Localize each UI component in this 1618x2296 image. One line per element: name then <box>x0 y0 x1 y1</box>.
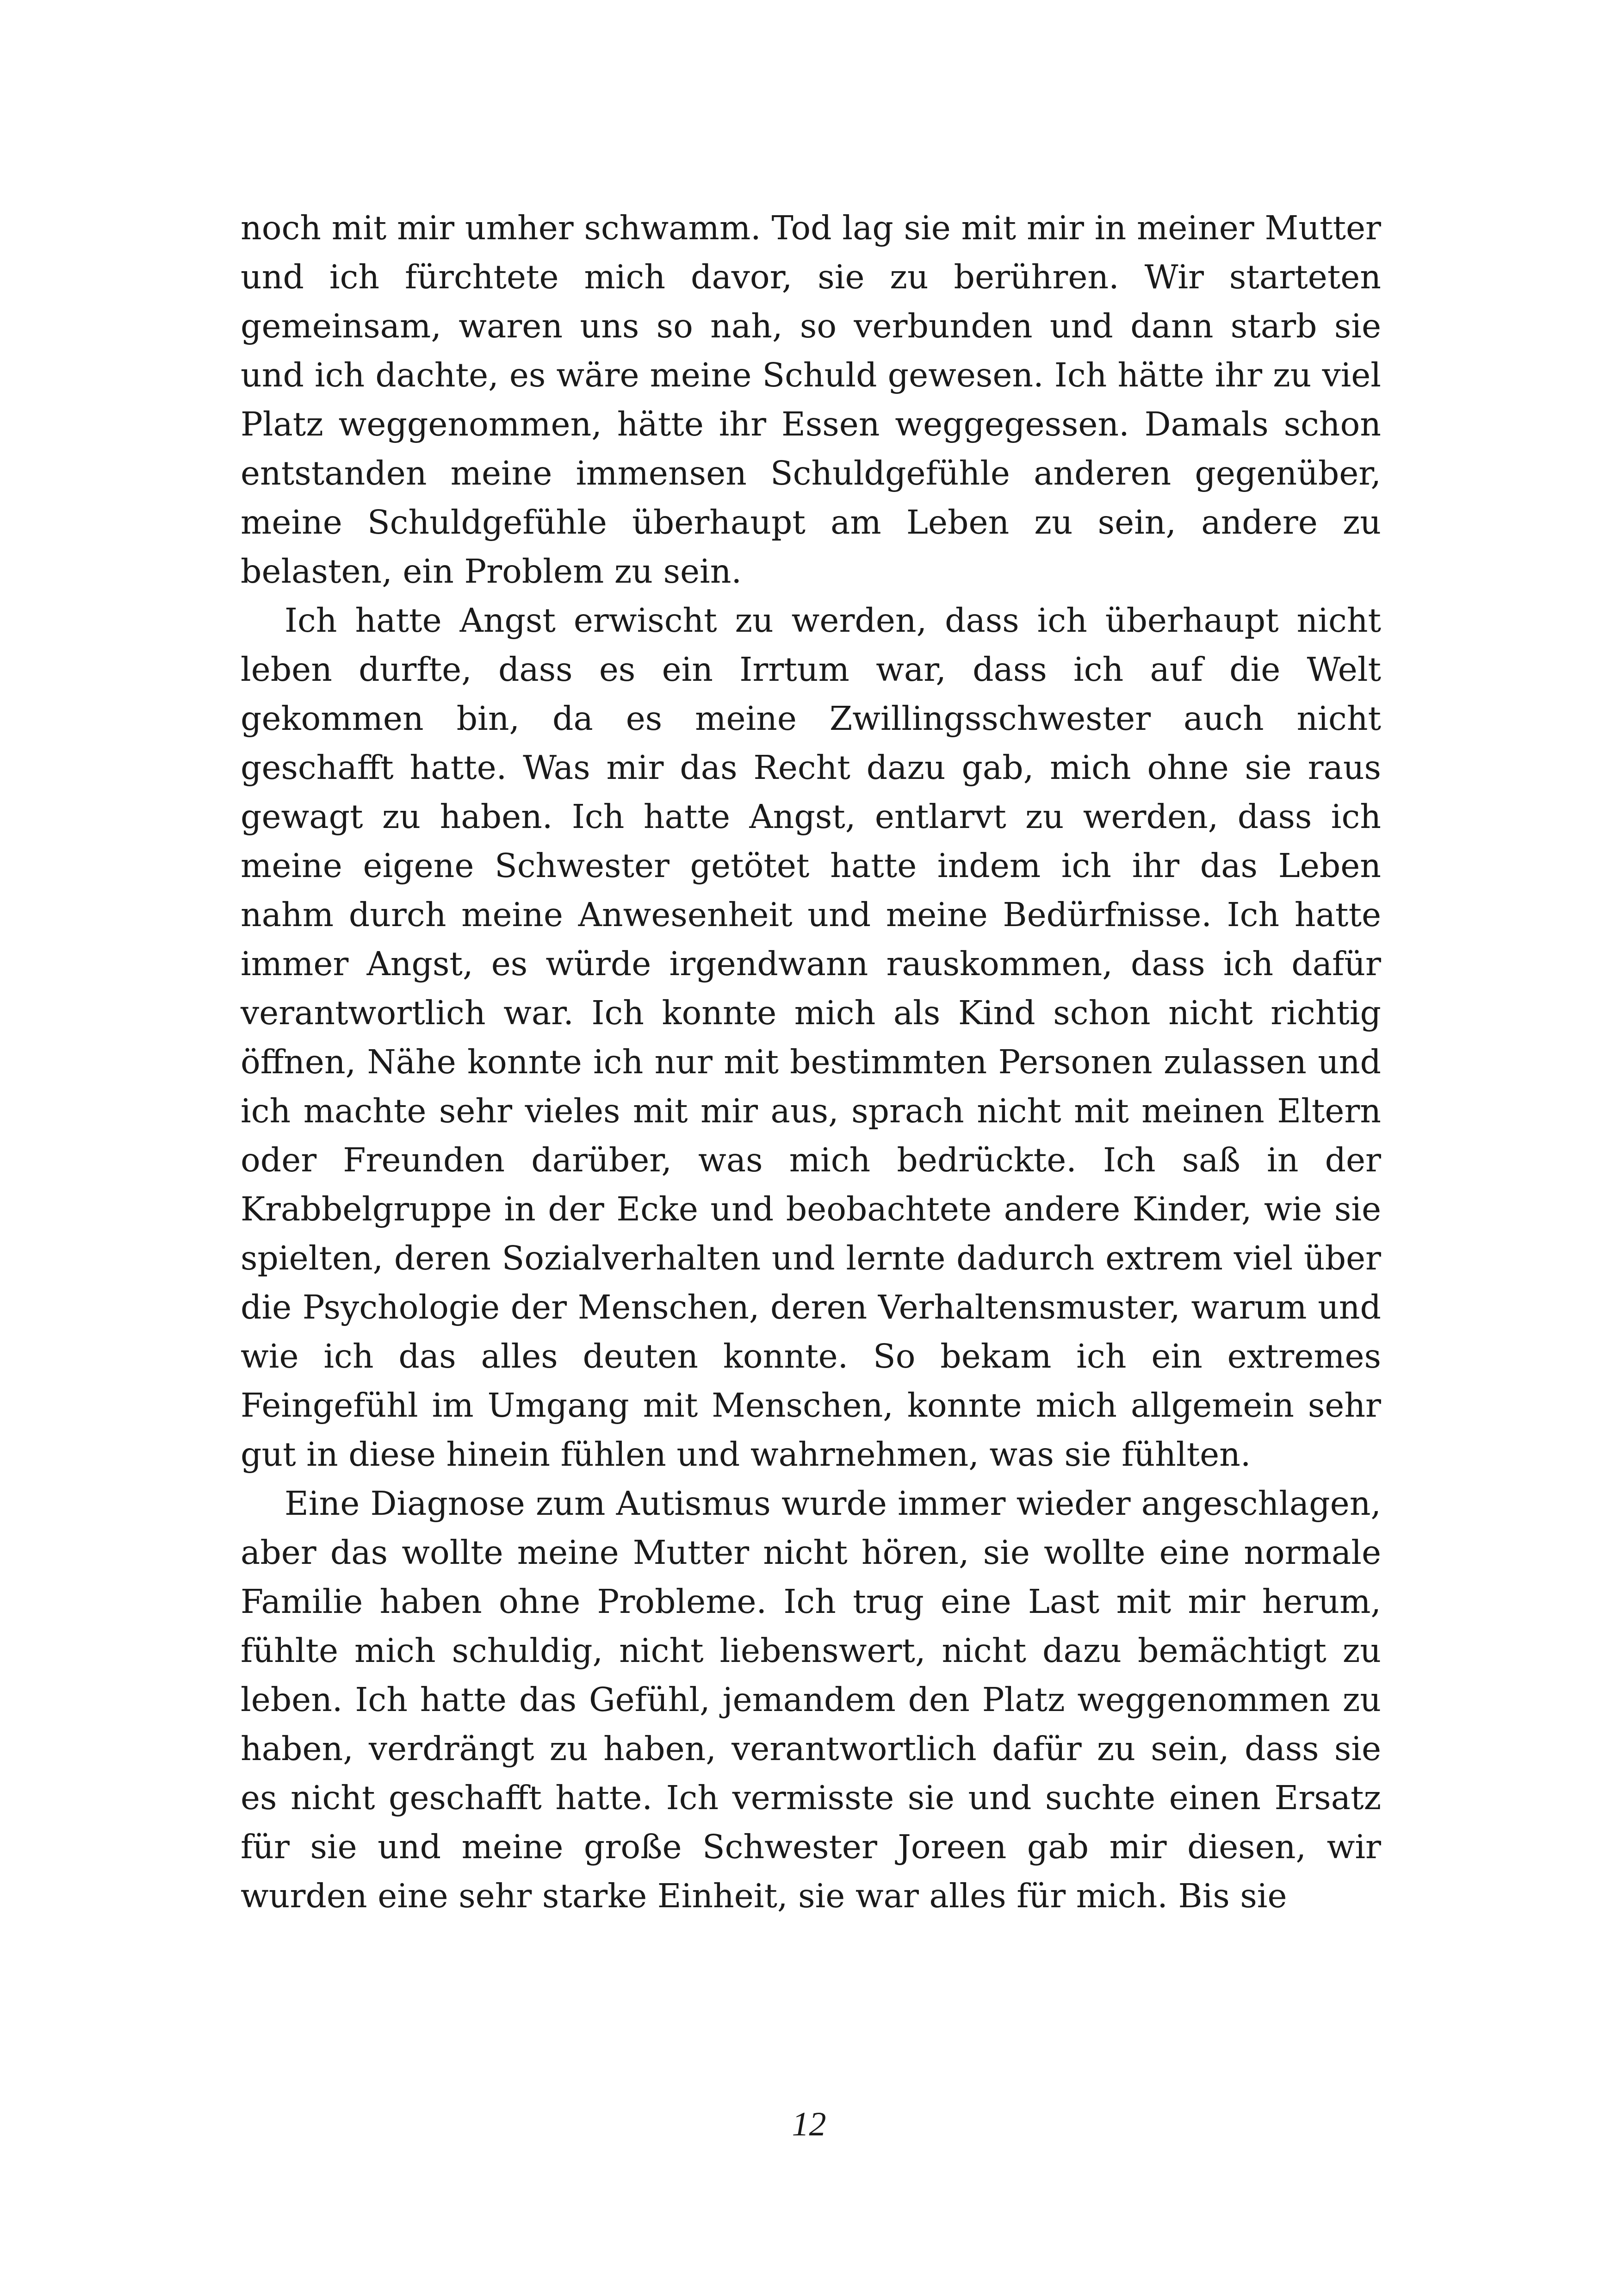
paragraph-2: Ich hatte Angst erwischt zu werden, dass ich überhaupt nicht leben durfte, dass es ein Irrtum war, dass ich auf die Welt gekommen bin, da es meine Zwillingsschwester auch nicht geschafft hatte. Was mir das Recht dazu gab, mich ohne sie raus gewagt zu haben. Ich hatte Angst, entlarvt zu werden, dass ich meine eigene Schwester getötet hatte indem ich ihr das Leben nahm durch meine Anwesenheit und meine Bedürfnisse. Ich hatte immer Angst, es würde irgendwann rauskommen, dass ich dafür verantwortlich war. Ich konnte mich als Kind schon nicht richtig öffnen, Nähe konnte ich nur mit bestimmten Personen zulassen und ich machte sehr vieles mit mir aus, sprach nicht mit meinen Eltern oder Freunden darüber, was mich bedrückte. Ich saß in der Krabbelgruppe in der Ecke und beobachtete andere Kinder, wie sie spielten, deren Sozialverhalten und lernte dadurch extrem viel über die Psychologie der Menschen, deren Verhaltensmuster, warum und wie ich das alles deuten konnte. So bekam ich ein extremes Feingefühl im Umgang mit Menschen, konnte mich allgemein sehr gut in diese hinein fühlen und wahrnehmen, was sie fühlten. <box>241 601 1381 1474</box>
body-text <box>241 204 1381 1921</box>
page-number: 12 <box>792 2105 826 2143</box>
paragraph-3: Eine Diagnose zum Autismus wurde immer wieder angeschlagen, aber das wollte meine Mutter nicht hören, sie wollte eine normale Familie haben ohne Probleme. Ich trug eine Last mit mir herum, fühlte mich schuldig, nicht liebenswert, nicht dazu bemächtigt zu leben. Ich hatte das Gefühl, jemandem den Platz weggenommen zu haben, verdrängt zu haben, verantwortlich dafür zu sein, dass sie es nicht geschafft hatte. Ich vermisste sie und suchte einen Ersatz für sie und meine große Schwester Joreen gab mir diesen, wir wurden eine sehr starke Einheit, sie war alles für mich. Bis sie <box>241 1484 1381 1915</box>
paragraph-1: noch mit mir umher schwamm. Tod lag sie mit mir in meiner Mutter und ich fürchtete mich davor, sie zu berühren. Wir starteten gemeinsam, waren uns so nah, so verbunden und dann starb sie und ich dachte, es wäre meine Schuld gewesen. Ich hätte ihr zu viel Platz weggenommen, hätte ihr Essen weggegessen. Damals schon entstanden meine immensen Schuldgefühle anderen gegenüber, meine Schuldgefühle überhaupt am Leben zu sein, andere zu belasten, ein Problem zu sein. <box>241 209 1381 591</box>
